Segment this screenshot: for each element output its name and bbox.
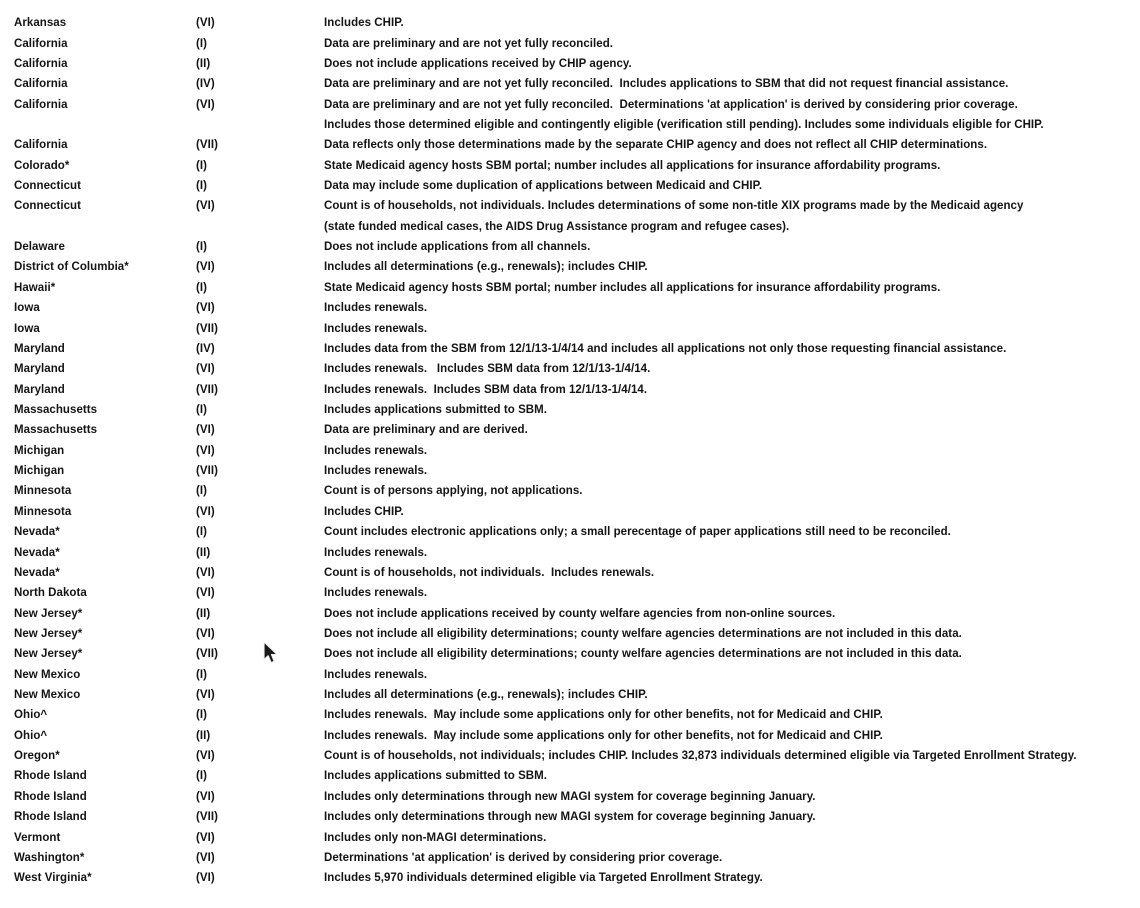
note-cell: Includes only determinations through new MAGI system for coverage beginning January. [324, 811, 816, 824]
table-row [14, 807, 1140, 827]
state-cell: Nevada* [14, 546, 60, 559]
note-cell: State Medicaid agency hosts SBM portal; number includes all applications for insurance affordability programs. [324, 159, 941, 172]
code-cell: (VI) [196, 363, 215, 376]
table-row [14, 74, 1140, 94]
state-cell: Connecticut [14, 180, 81, 193]
state-cell: Michigan [14, 444, 65, 457]
state-cell: Ohio^ [14, 709, 48, 722]
table-row [14, 217, 1140, 237]
code-cell: (VI) [196, 261, 215, 274]
code-cell: (VII) [196, 139, 218, 152]
table-row [14, 298, 1140, 318]
table-row [14, 176, 1140, 196]
state-cell: Nevada* [14, 526, 60, 539]
note-cell: Data are preliminary and are not yet fully reconciled. [324, 37, 614, 50]
code-cell: (VI) [196, 444, 215, 457]
table-row [14, 420, 1140, 440]
table-row [14, 196, 1140, 216]
code-cell: (VI) [196, 17, 215, 30]
code-cell: (I) [196, 770, 208, 783]
table-row [14, 603, 1140, 623]
state-cell: Maryland [14, 342, 65, 355]
note-cell: State Medicaid agency hosts SBM portal; number includes all applications for insurance affordability programs. [324, 281, 941, 294]
code-cell: (I) [196, 281, 208, 294]
note-cell: Does not include all eligibility determinations; county welfare agencies determinations are not included in this data. [324, 627, 962, 640]
note-cell: Includes renewals. May include some applications only for other benefits, not for Medicaid and CHIP. [324, 729, 883, 742]
table-row [14, 542, 1140, 562]
state-cell: Minnesota [14, 485, 72, 498]
state-cell: New Mexico [14, 689, 81, 702]
code-cell: (VI) [196, 689, 215, 702]
code-cell: (II) [196, 546, 211, 559]
code-cell: (I) [196, 404, 208, 416]
table-row [14, 33, 1140, 53]
table-row [14, 563, 1140, 583]
note-cell: Includes all determinations (e.g., renewals); includes CHIP. [324, 261, 648, 274]
code-cell: (VI) [196, 851, 215, 864]
code-cell: (VII) [196, 465, 218, 478]
code-cell: (II) [196, 57, 211, 70]
code-cell: (VI) [196, 302, 215, 315]
note-cell: Includes 5,970 individuals determined eligible via Targeted Enrollment Strategy. [324, 872, 763, 885]
code-cell: (VII) [196, 383, 218, 396]
note-cell: Includes renewals. Includes SBM data from 12/1/13-1/4/14. [324, 363, 651, 376]
table-row [14, 237, 1140, 257]
state-cell: Maryland [14, 363, 65, 376]
state-cell: Hawaii* [14, 281, 56, 294]
table-row [14, 135, 1140, 155]
note-cell: Includes all determinations (e.g., renewals); includes CHIP. [324, 689, 648, 702]
state-cell: New Jersey* [14, 627, 83, 640]
code-cell: (VI) [196, 790, 215, 803]
note-cell: Includes only determinations through new MAGI system for coverage beginning January. [324, 790, 816, 803]
note-cell: Includes renewals. [324, 668, 428, 681]
note-cell: Includes renewals. [324, 302, 428, 315]
note-cell: Does not include applications from all channels. [324, 241, 591, 254]
note-cell: Data are preliminary and are derived. [324, 424, 528, 437]
table-row [14, 156, 1140, 176]
note-cell: Data are preliminary and are not yet fully reconciled. Determinations 'at application' is derived by considering prior coverage. [324, 98, 1018, 111]
code-cell: (IV) [196, 78, 215, 91]
note-cell: Does not include applications received by CHIP agency. [324, 57, 632, 70]
table-row [14, 502, 1140, 522]
code-cell: (I) [196, 241, 208, 254]
note-cell: Includes applications submitted to SBM. [324, 770, 548, 783]
code-cell: (I) [196, 485, 208, 498]
state-cell: New Jersey* [14, 607, 83, 620]
table-row [14, 766, 1140, 786]
state-cell: Massachusetts [14, 424, 98, 437]
note-cell: Includes renewals. May include some applications only for other benefits, not for Medicaid and CHIP. [324, 709, 883, 722]
table-row [14, 441, 1140, 461]
code-cell: (I) [196, 526, 208, 539]
note-cell: (state funded medical cases, the AIDS Drug Assistance program and refugee cases). [324, 220, 790, 233]
state-cell: California [14, 78, 68, 91]
table-row [14, 115, 1140, 135]
note-cell: Includes data from the SBM from 12/1/13-1/4/14 and includes all applications not only those requesting financial assistance. [324, 342, 1007, 355]
table-row [14, 522, 1140, 542]
state-cell: North Dakota [14, 587, 87, 600]
code-cell: (VI) [196, 566, 215, 579]
table-row [14, 54, 1140, 74]
state-cell: Arkansas [14, 17, 67, 30]
table-row [14, 746, 1140, 766]
state-cell: Maryland [14, 383, 65, 396]
note-cell: Includes those determined eligible and contingently eligible (verification still pending). Includes some individuals eligible for CHIP. [324, 118, 1044, 131]
state-cell: California [14, 98, 68, 111]
note-cell: Includes renewals. [324, 587, 428, 600]
code-cell: (VII) [196, 322, 218, 335]
table-row [14, 583, 1140, 603]
code-cell: (VI) [196, 587, 215, 600]
table-row [14, 787, 1140, 807]
table-row [14, 318, 1140, 338]
table-row [14, 339, 1140, 359]
table-row [14, 13, 1140, 33]
table-row [14, 665, 1140, 685]
note-cell: Count is of households, not individuals; includes CHIP. Includes 32,873 individuals determined eligible via Targeted Enrollment Strategy. [324, 750, 1077, 763]
state-cell: Minnesota [14, 505, 72, 518]
code-cell: (II) [196, 607, 211, 620]
table-row [14, 278, 1140, 298]
state-cell: Vermont [14, 831, 61, 844]
note-cell: Does not include applications received by county welfare agencies from non-online sources. [324, 607, 836, 620]
state-cell: District of Columbia* [14, 261, 129, 274]
table-row [14, 644, 1140, 664]
note-cell: Includes only non-MAGI determinations. [324, 831, 547, 844]
code-cell: (VI) [196, 98, 215, 111]
code-cell: (VI) [196, 200, 215, 213]
state-cell: Rhode Island [14, 790, 87, 803]
note-cell: Includes renewals. [324, 465, 428, 478]
code-cell: (I) [196, 668, 208, 681]
state-cell: Iowa [14, 302, 40, 315]
code-cell: (VI) [196, 831, 215, 844]
table-row [14, 726, 1140, 746]
code-cell: (VI) [196, 505, 215, 518]
note-cell: Includes applications submitted to SBM. [324, 404, 548, 416]
note-cell: Count is of persons applying, not applications. [324, 485, 583, 498]
note-cell: Data are preliminary and are not yet fully reconciled. Includes applications to SBM that did not request financial assistance. [324, 78, 1009, 91]
note-cell: Data may include some duplication of applications between Medicaid and CHIP. [324, 180, 763, 193]
state-cell: California [14, 37, 68, 50]
state-cell: New Mexico [14, 668, 81, 681]
table-row [14, 685, 1140, 705]
state-cell: West Virginia* [14, 872, 92, 885]
code-cell: (VI) [196, 424, 215, 437]
table-row [14, 461, 1140, 481]
code-cell: (IV) [196, 342, 215, 355]
state-cell: Washington* [14, 851, 85, 864]
code-cell: (I) [196, 180, 208, 193]
state-cell: Ohio^ [14, 729, 48, 742]
state-cell: California [14, 139, 68, 152]
table-row [14, 848, 1140, 868]
table-row [14, 624, 1140, 644]
note-cell: Includes CHIP. [324, 505, 404, 518]
code-cell: (VII) [196, 811, 218, 824]
note-cell: Includes CHIP. [324, 17, 404, 30]
table-row [14, 400, 1140, 420]
state-cell: Rhode Island [14, 811, 87, 824]
note-cell: Determinations 'at application' is derived by considering prior coverage. [324, 851, 723, 864]
state-cell: Colorado* [14, 159, 70, 172]
state-cell: Delaware [14, 241, 65, 254]
code-cell: (I) [196, 709, 208, 722]
table-row [14, 705, 1140, 725]
note-cell: Count includes electronic applications only; a small perecentage of paper applications still need to be reconciled. [324, 526, 951, 539]
state-cell: Iowa [14, 322, 40, 335]
table-row [14, 868, 1140, 888]
code-cell: (II) [196, 729, 211, 742]
note-cell: Includes renewals. [324, 322, 428, 335]
state-cell: California [14, 57, 68, 70]
state-cell: New Jersey* [14, 648, 83, 661]
table-row [14, 379, 1140, 399]
code-cell: (VI) [196, 872, 215, 885]
state-cell: Michigan [14, 465, 65, 478]
table-row [14, 94, 1140, 114]
state-cell: Oregon* [14, 750, 60, 763]
note-cell: Data reflects only those determinations made by the separate CHIP agency and does not reflect all CHIP determinations. [324, 139, 988, 152]
table-row [14, 359, 1140, 379]
state-cell: Nevada* [14, 566, 60, 579]
table-row [14, 257, 1140, 277]
code-cell: (I) [196, 37, 208, 50]
note-cell: Does not include all eligibility determinations; county welfare agencies determinations are not included in this data. [324, 648, 962, 661]
table-row [14, 481, 1140, 501]
table-row [14, 827, 1140, 847]
note-cell: Includes renewals. [324, 546, 428, 559]
note-cell: Count is of households, not individuals. Includes renewals. [324, 566, 655, 579]
note-cell: Count is of households, not individuals. Includes determinations of some non-title XIX programs made by the Medicaid agency [324, 200, 1024, 213]
code-cell: (VI) [196, 627, 215, 640]
state-cell: Massachusetts [14, 404, 98, 416]
note-cell: Includes renewals. [324, 444, 428, 457]
code-cell: (VI) [196, 750, 215, 763]
state-cell: Connecticut [14, 200, 81, 213]
code-cell: (I) [196, 159, 208, 172]
state-cell: Rhode Island [14, 770, 87, 783]
code-cell: (VII) [196, 648, 218, 661]
note-cell: Includes renewals. Includes SBM data from 12/1/13-1/4/14. [324, 383, 648, 396]
